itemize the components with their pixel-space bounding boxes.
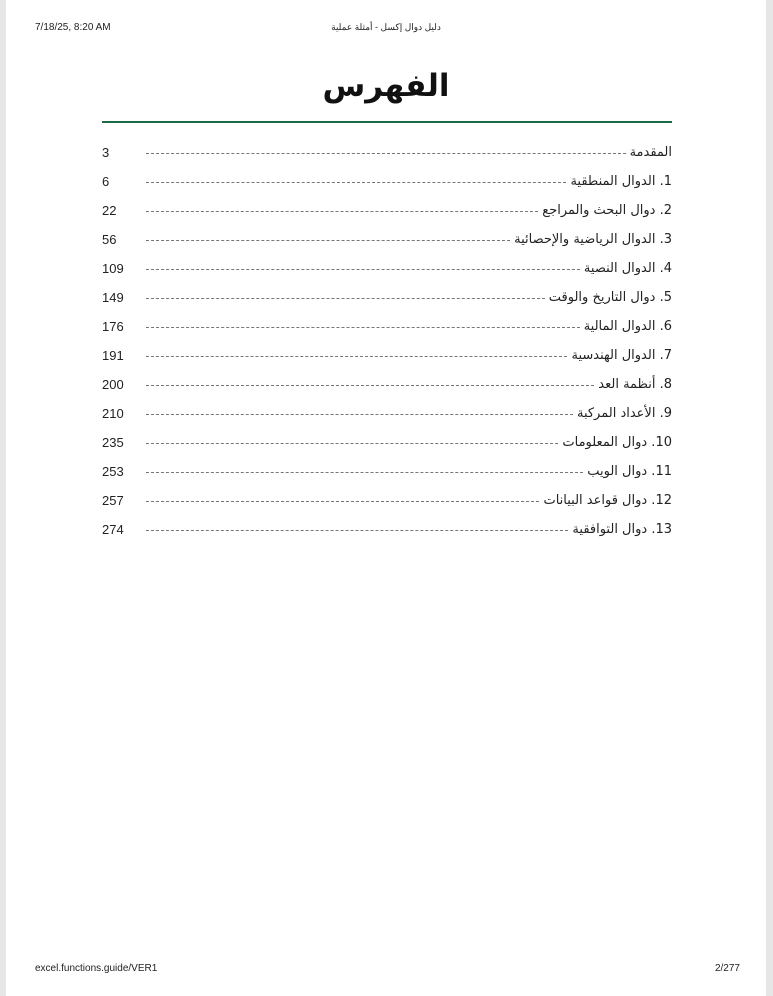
toc-entry-label[interactable]: 5. دوال التاريخ والوقت	[548, 290, 672, 305]
toc-entry-page: 253	[102, 464, 124, 479]
toc-entry-page: 235	[102, 435, 124, 450]
toc-entry[interactable]	[102, 138, 672, 167]
toc-leader-dots	[146, 298, 545, 299]
toc-entry-page: 6	[102, 174, 110, 189]
toc-leader-dots	[146, 530, 568, 531]
toc-entry[interactable]	[102, 312, 672, 341]
toc-entry-page: 149	[102, 290, 124, 305]
toc-entry[interactable]	[102, 515, 672, 544]
toc-entry-label[interactable]: 13. دوال التوافقية	[572, 522, 672, 537]
document-page	[6, 0, 766, 996]
toc-leader-dots	[146, 356, 567, 357]
toc-leader-dots	[146, 414, 573, 415]
toc-entry-label[interactable]: 3. الدوال الرياضية والإحصائية	[514, 232, 672, 247]
toc-entry-page: 274	[102, 522, 124, 537]
toc-entry[interactable]	[102, 225, 672, 254]
toc-entry-page: 191	[102, 348, 124, 363]
toc-entry-page: 109	[102, 261, 124, 276]
toc-entry-label[interactable]: 12. دوال قواعد البيانات	[543, 493, 672, 508]
heading-underline	[102, 121, 672, 123]
toc-entry-page: 210	[102, 406, 124, 421]
toc-entry-label[interactable]: 6. الدوال المالية	[583, 319, 672, 334]
print-footer-url: excel.functions.guide/VER1	[35, 963, 158, 974]
toc-leader-dots	[146, 501, 539, 502]
toc-entry-label[interactable]: 1. الدوال المنطقية	[570, 174, 672, 189]
toc-entry-label[interactable]: 11. دوال الويب	[587, 464, 672, 479]
toc-entry-page: 257	[102, 493, 124, 508]
toc-entry[interactable]	[102, 254, 672, 283]
toc-entry-page: 200	[102, 377, 124, 392]
toc-leader-dots	[146, 385, 594, 386]
toc-entry-label[interactable]: 2. دوال البحث والمراجع	[542, 203, 672, 218]
toc-leader-dots	[146, 269, 580, 270]
toc-entry-label[interactable]: 7. الدوال الهندسية	[571, 348, 672, 363]
toc-entry-page: 176	[102, 319, 124, 334]
toc-entry-label[interactable]: المقدمة	[629, 145, 672, 160]
toc-leader-dots	[146, 211, 538, 212]
toc-entry[interactable]	[102, 283, 672, 312]
toc-entry-label[interactable]: 4. الدوال النصية	[583, 261, 672, 276]
print-datetime: 7/18/25, 8:20 AM	[35, 22, 111, 33]
toc-leader-dots	[146, 327, 580, 328]
toc-entry-label[interactable]: 10. دوال المعلومات	[562, 435, 672, 450]
toc-entry[interactable]	[102, 457, 672, 486]
toc-entry-label[interactable]: 8. أنظمة العد	[598, 377, 672, 392]
table-of-contents	[102, 138, 672, 544]
toc-leader-dots	[146, 472, 583, 473]
print-doc-title: دليل دوال إكسل - أمثلة عملية	[331, 22, 441, 32]
toc-leader-dots	[146, 182, 566, 183]
toc-entry[interactable]	[102, 341, 672, 370]
toc-entry-page: 22	[102, 203, 117, 218]
toc-entry[interactable]	[102, 428, 672, 457]
toc-heading: الفهرس	[322, 68, 450, 104]
toc-leader-dots	[146, 153, 626, 154]
toc-leader-dots	[146, 443, 558, 444]
toc-entry[interactable]	[102, 196, 672, 225]
toc-entry[interactable]	[102, 167, 672, 196]
toc-entry-label[interactable]: 9. الأعداد المركبة	[576, 406, 672, 421]
toc-entry-page: 56	[102, 232, 117, 247]
toc-entry-page: 3	[102, 145, 110, 160]
toc-entry[interactable]	[102, 399, 672, 428]
toc-leader-dots	[146, 240, 510, 241]
print-page-indicator: 2/277	[714, 963, 740, 974]
toc-entry[interactable]	[102, 370, 672, 399]
toc-entry[interactable]	[102, 486, 672, 515]
